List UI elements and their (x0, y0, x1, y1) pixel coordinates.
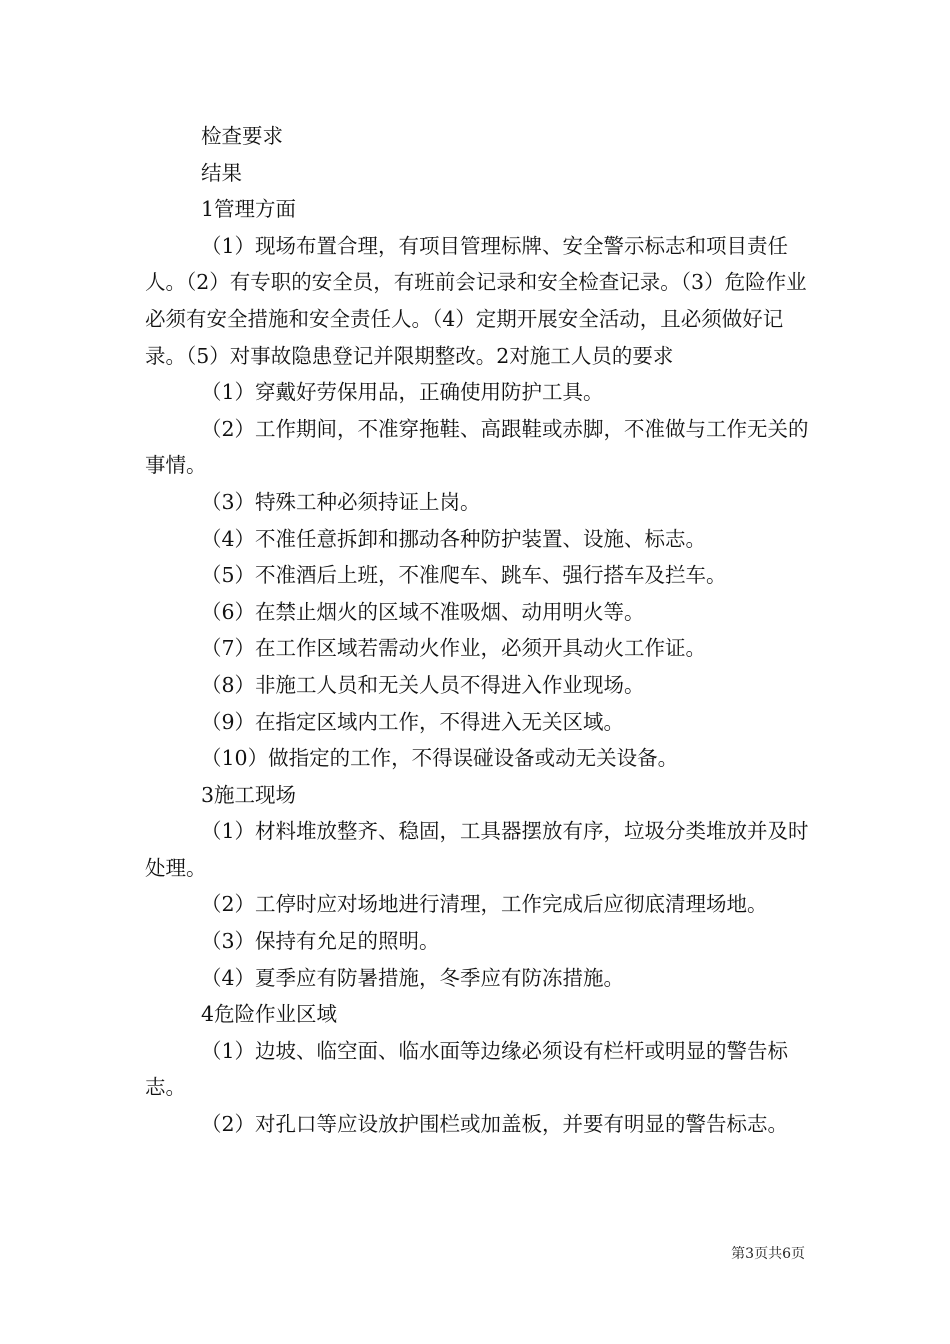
list-item: （6）在禁止烟火的区域不准吸烟、动用明火等。 (201, 599, 645, 624)
section-heading-construction-site: 3施工现场 (201, 782, 297, 807)
list-item: （10）做指定的工作，不得误碰设备或动无关设备。 (201, 746, 679, 771)
list-item: （3）特殊工种必须持证上岗。 (201, 489, 481, 514)
list-item: （5）不准酒后上班，不准爬车、跳车、强行搭车及拦车。 (201, 563, 727, 588)
page-number-footer: 第3页共6页 (731, 1246, 805, 1262)
list-item: （1）边坡、临空面、临水面等边缘必须设有栏杆或明显的警告标志。 (145, 1038, 789, 1100)
list-item: （2）对孔口等应设放护围栏或加盖板，并要有明显的警告标志。 (201, 1112, 789, 1137)
list-item: （8）非施工人员和无关人员不得进入作业现场。 (201, 672, 645, 697)
heading-check-requirements: 检查要求 (201, 124, 283, 148)
document-body (145, 118, 813, 1143)
heading-results: 结果 (201, 160, 242, 185)
list-item: （2）工作期间，不准穿拖鞋、高跟鞋或赤脚，不准做与工作无关的事情。 (145, 416, 809, 478)
list-item: （3）保持有允足的照明。 (201, 929, 440, 954)
list-item: （9）在指定区域内工作，不得进入无关区域。 (201, 709, 625, 734)
section-heading-hazard-zone: 4危险作业区域 (201, 1002, 338, 1027)
list-item: （1）材料堆放整齐、稳固，工具器摆放有序，垃圾分类堆放并及时处理。 (145, 819, 809, 880)
section-heading-management: 1管理方面 (201, 197, 297, 222)
list-item: （2）工停时应对场地进行清理，工作完成后应彻底清理场地。 (201, 892, 768, 917)
paragraph-management: （1）现场布置合理，有项目管理标牌、安全警示标志和项目责任人。（2）有专职的安全员，有班前会记录和安全检查记录。（3）危险作业必须有安全措施和安全责任人。（4）定期开展安全活动，且必须做好记录。（5）对事故隐患登记并限期整改。2对施工人员的要求 (145, 233, 807, 368)
list-item: （1）穿戴好劳保用品，正确使用防护工具。 (201, 380, 604, 405)
list-item: （4）夏季应有防暑措施，冬季应有防冻措施。 (201, 965, 625, 990)
list-item: （4）不准任意拆卸和挪动各种防护装置、设施、标志。 (201, 526, 707, 551)
list-item: （7）在工作区域若需动火作业，必须开具动火工作证。 (201, 636, 707, 661)
